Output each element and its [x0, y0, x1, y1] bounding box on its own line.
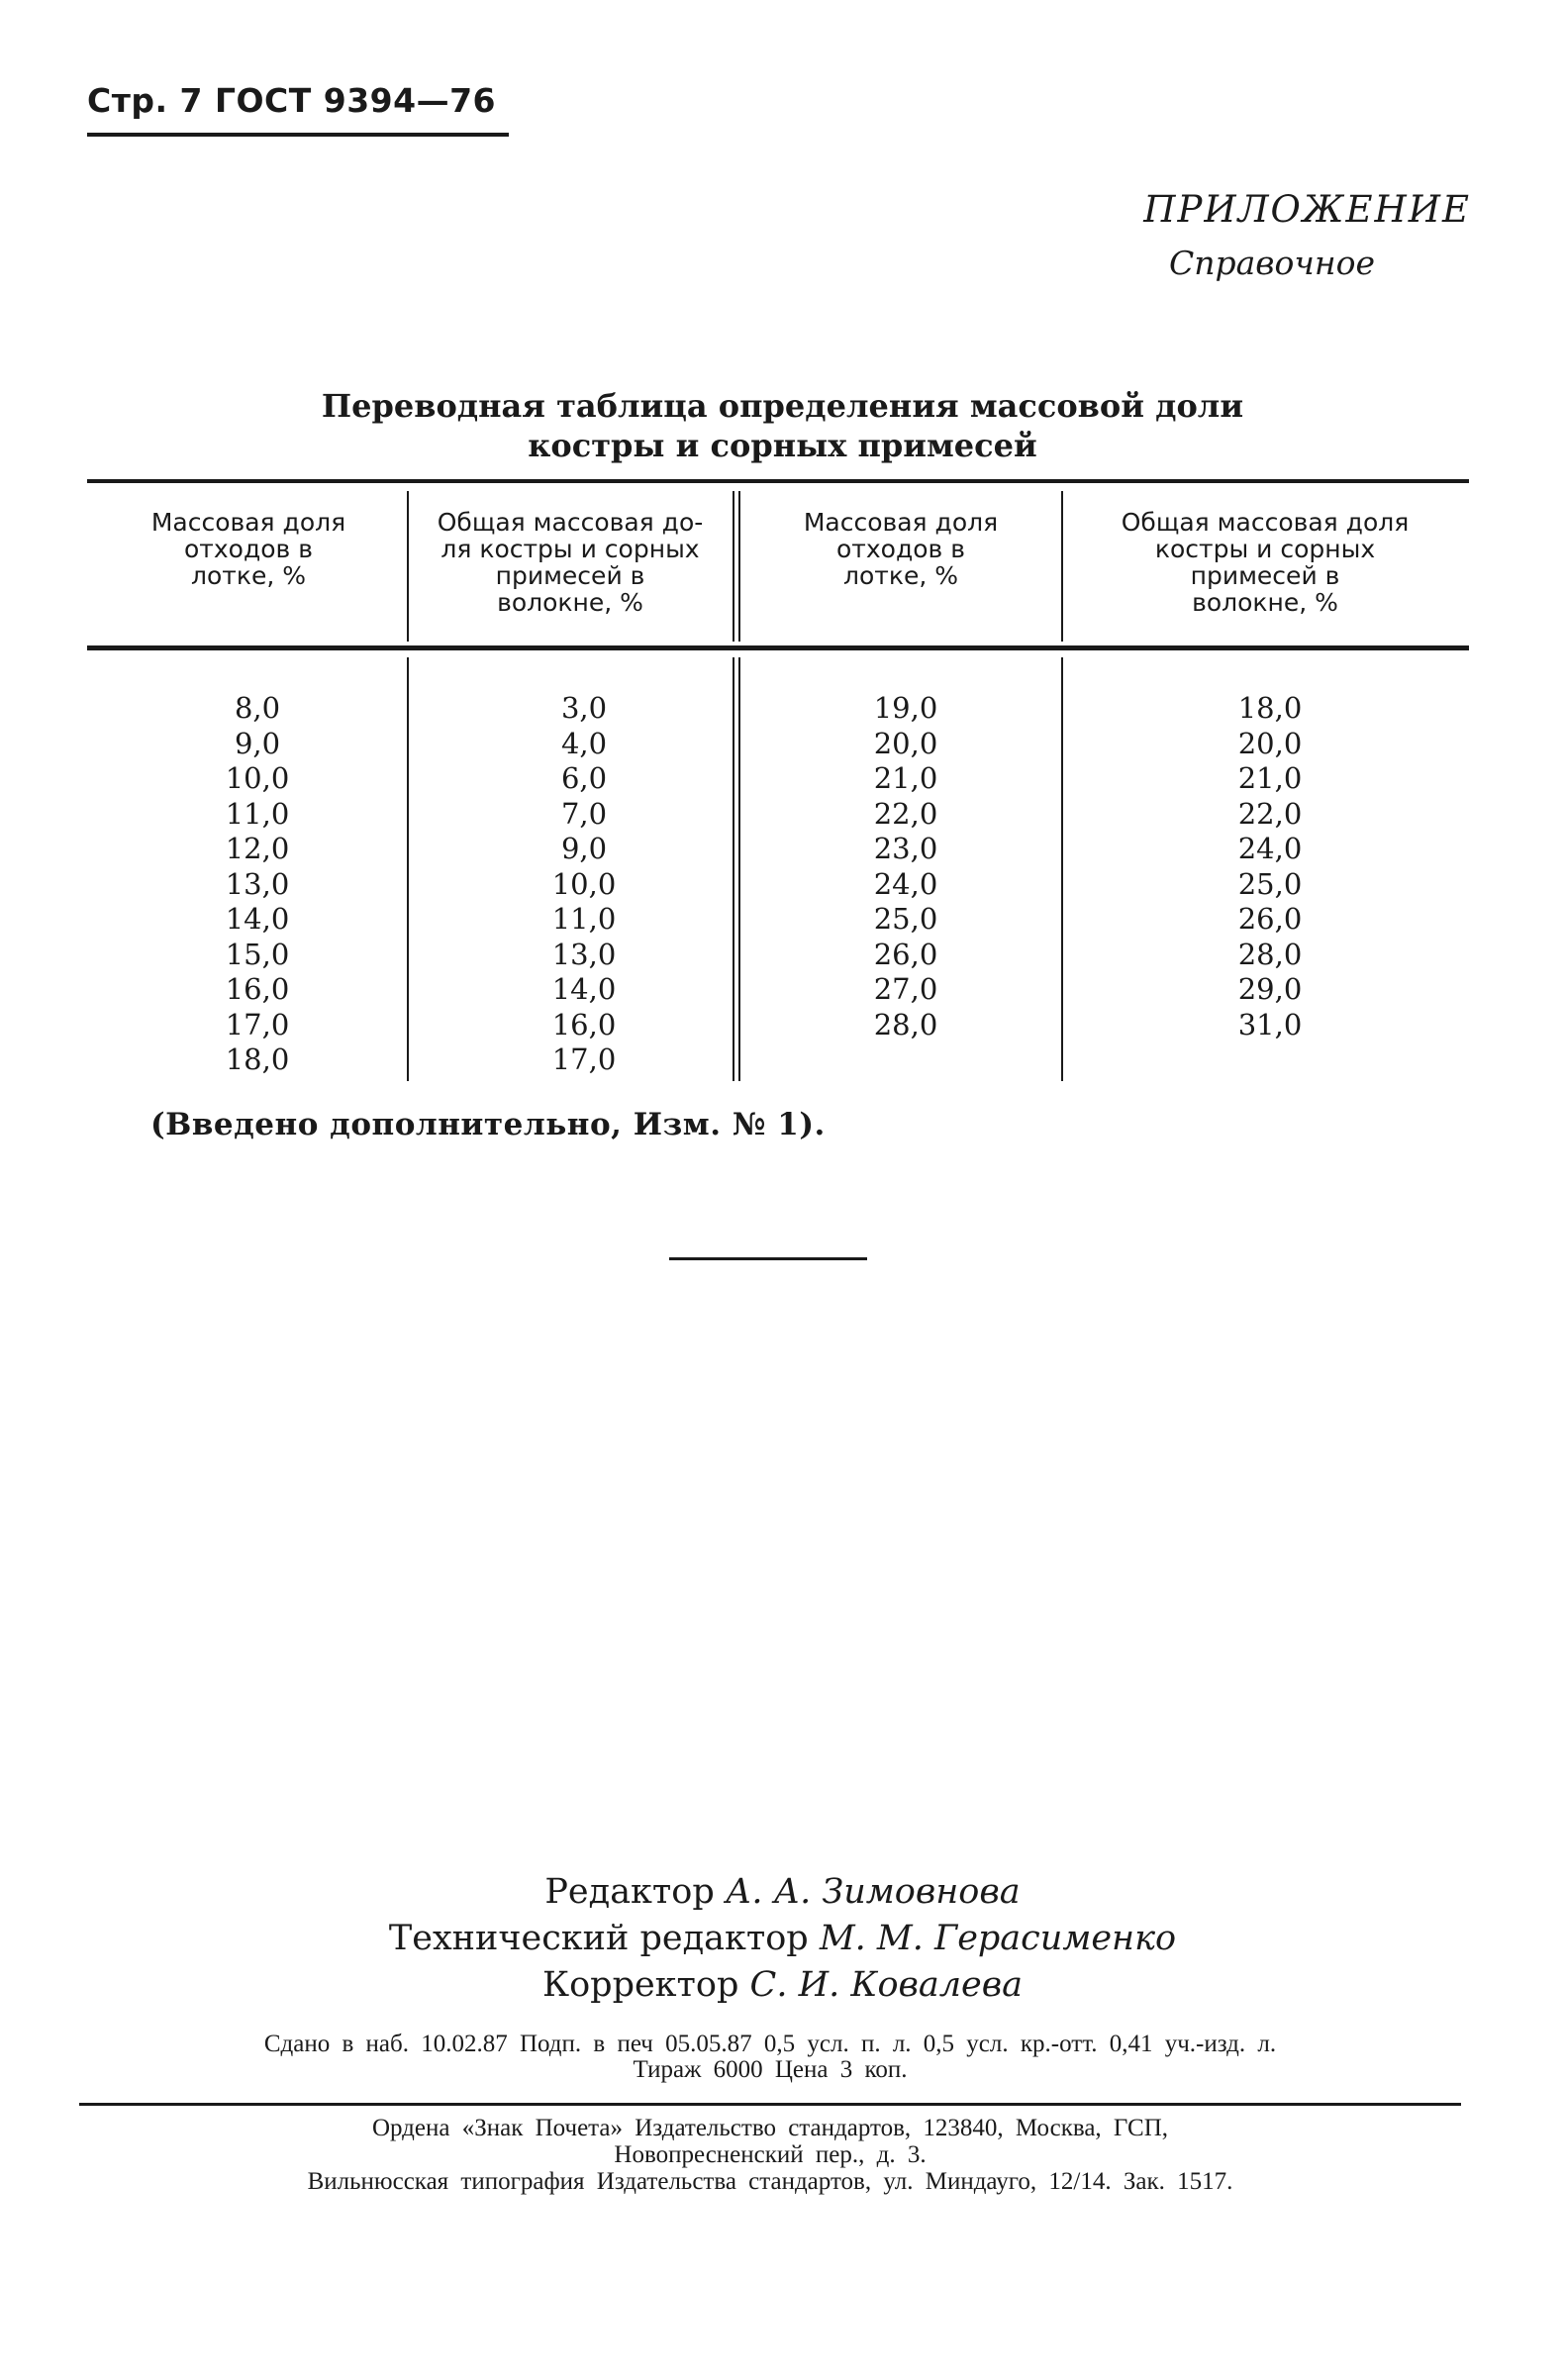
table-cell: 20,0 [873, 726, 938, 760]
column-total-share-1 [525, 691, 643, 1078]
table-cell: 8,0 [234, 691, 281, 725]
publisher-imprint [75, 2115, 1465, 2195]
header-rule [87, 133, 509, 137]
header-total-share-1 [410, 509, 731, 616]
table-cell: 12,0 [225, 832, 290, 865]
column-waste-share-2 [841, 691, 970, 1042]
page-header: Стр. 7 ГОСТ 9394—76 [87, 81, 497, 120]
table-cell: 25,0 [873, 902, 938, 936]
table-cell: 21,0 [873, 761, 938, 795]
table-cell: 26,0 [873, 937, 938, 971]
column-divider [1061, 491, 1063, 642]
header-line: волокне, % [1192, 588, 1338, 617]
table-cell: 21,0 [1237, 761, 1303, 795]
table-top-rule [87, 479, 1469, 483]
imprint-line: Новопресненский пер., д. 3. [614, 2141, 927, 2168]
header-line: примесей в [1190, 561, 1340, 590]
column-divider [1061, 657, 1063, 1081]
section-divider [669, 1257, 867, 1260]
table-cell: 24,0 [1237, 832, 1303, 865]
header-line: лотке, % [843, 561, 958, 590]
credit-name: С. И. Ковалева [749, 1965, 1023, 2005]
table-cell: 18,0 [1237, 691, 1303, 725]
table-cell: 15,0 [225, 937, 290, 971]
header-line: Массовая доля [150, 508, 346, 537]
credits [0, 1869, 1565, 2009]
credit-label: Редактор [544, 1872, 715, 1912]
table-header-rule [87, 645, 1469, 650]
header-line: волокне, % [497, 588, 643, 617]
header-line: костры и сорных [1154, 535, 1376, 563]
table-cell: 19,0 [873, 691, 938, 725]
table-cell: 25,0 [1237, 866, 1303, 901]
table-cell: 16,0 [225, 972, 290, 1006]
credit-name: М. М. Герасименко [819, 1919, 1177, 1958]
header-line: примесей в [495, 561, 645, 590]
appendix-subtitle: Справочное [1168, 244, 1375, 282]
table-cell: 22,0 [1237, 796, 1303, 831]
table-cell: 28,0 [1237, 937, 1303, 971]
table-cell: 27,0 [873, 972, 938, 1006]
table-cell: 24,0 [873, 866, 938, 901]
header-waste-share-2 [752, 509, 1049, 589]
table-cell: 10,0 [225, 761, 290, 795]
table-cell: 17,0 [225, 1007, 290, 1041]
table-cell: 14,0 [225, 902, 290, 936]
appendix-title: ПРИЛОЖЕНИЕ [1143, 188, 1471, 231]
table-cell: 14,0 [551, 972, 617, 1006]
column-divider [733, 491, 734, 642]
column-divider [733, 657, 734, 1081]
table-cell: 29,0 [1237, 972, 1303, 1006]
column-waste-share-1 [198, 691, 317, 1078]
table-cell: 3,0 [560, 691, 608, 725]
column-divider [407, 657, 409, 1081]
table-cell: 20,0 [1237, 726, 1303, 760]
header-line: отходов в [184, 535, 313, 563]
table-cell: 13,0 [551, 937, 617, 971]
header-line: отходов в [836, 535, 965, 563]
table-cell: 18,0 [225, 1042, 290, 1076]
imprint-line: Вильнюсская типография Издательства стандартов, ул. Миндауго, 12/14. Зак. 1517. [307, 2168, 1233, 2195]
table-cell: 9,0 [560, 832, 608, 865]
table-cell: 11,0 [551, 902, 617, 936]
table-cell: 16,0 [551, 1007, 617, 1041]
column-divider [407, 491, 409, 642]
header-total-share-2 [1065, 509, 1465, 616]
table-title [0, 386, 1565, 465]
table-cell: 4,0 [560, 726, 608, 760]
table-title-line: костры и сорных примесей [528, 427, 1037, 464]
table-cell: 11,0 [225, 796, 290, 831]
table-cell: 6,0 [560, 761, 608, 795]
credit-corrector [0, 1962, 1565, 2009]
credit-label: Технический редактор [388, 1919, 809, 1958]
table-cell: 17,0 [551, 1042, 617, 1076]
imprint-line: Ордена «Знак Почета» Издательство стандартов, 123840, Москва, ГСП, [371, 2115, 1169, 2141]
credit-editor [0, 1869, 1565, 1916]
table-title-line: Переводная таблица определения массовой доли [321, 387, 1244, 425]
table-cell: 23,0 [873, 832, 938, 865]
column-total-share-2 [1206, 691, 1334, 1042]
header-line: Общая массовая доля [1121, 508, 1410, 537]
header-line: Массовая доля [803, 508, 999, 537]
header-line: лотке, % [191, 561, 306, 590]
print-details [75, 2032, 1465, 2083]
table-cell: 10,0 [551, 866, 617, 901]
amendment-note: (Введено дополнительно, Изм. № 1). [150, 1107, 826, 1142]
table-cell: 28,0 [873, 1007, 938, 1041]
table-cell: 7,0 [560, 796, 608, 831]
print-line: Сдано в наб. 10.02.87 Подп. в печ 05.05.87 0,5 усл. п. л. 0,5 усл. кр.-отт. 0,41 уч.-изд. л. [263, 2031, 1277, 2057]
table-cell: 26,0 [1237, 902, 1303, 936]
column-divider [738, 491, 740, 642]
header-waste-share-1 [117, 509, 380, 589]
table-cell: 9,0 [234, 726, 281, 760]
print-line: Тираж 6000 Цена 3 коп. [633, 2056, 908, 2083]
table-cell: 13,0 [225, 866, 290, 901]
table-cell: 22,0 [873, 796, 938, 831]
imprint-rule [79, 2103, 1461, 2106]
credit-tech-editor [0, 1916, 1565, 1962]
header-line: ля костры и сорных [440, 535, 700, 563]
column-divider [738, 657, 740, 1081]
credit-name: А. А. Зимовнова [725, 1872, 1021, 1912]
table-cell: 31,0 [1237, 1007, 1303, 1041]
credit-label: Корректор [542, 1965, 739, 2005]
header-line: Общая массовая до- [437, 508, 704, 537]
